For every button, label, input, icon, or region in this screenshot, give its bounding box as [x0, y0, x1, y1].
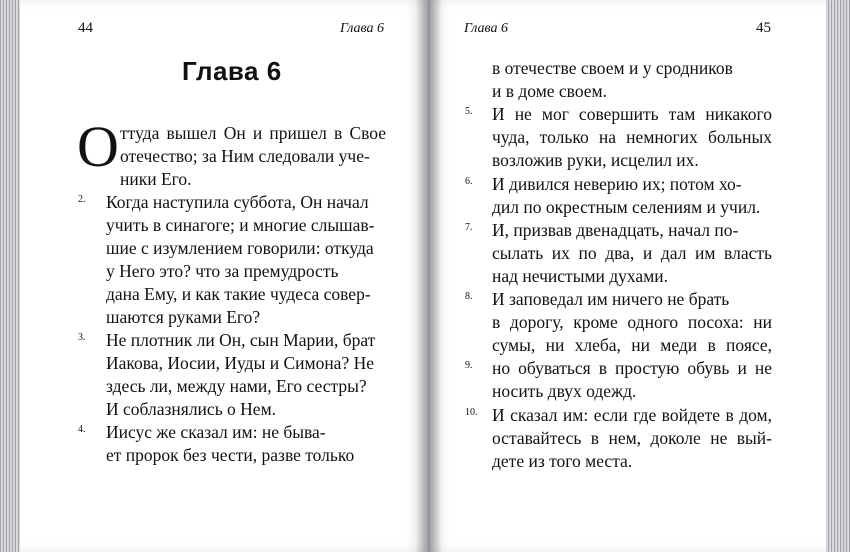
text-line: оставайтесь в нем, доколе не вый- [492, 427, 772, 448]
text-line: в дорогу, кроме одного посоха: ни [492, 312, 772, 333]
verse-number: 7. [465, 221, 473, 233]
text-line: И не мог совершить там никакого [492, 104, 772, 125]
text-line: над нечистыми духами. [492, 265, 669, 286]
left-running-head: Глава 6 [340, 21, 384, 36]
text-line: возложив руки, исцелил их. [492, 150, 699, 171]
text-line: Иисус же сказал им: не быва- [106, 422, 326, 442]
text-line: ет пророк без чести, разве только [106, 445, 355, 465]
text-line: И, призвав двенадцать, начал по- [492, 219, 739, 240]
text-line: дете из того места. [492, 450, 633, 471]
text-line: отечество; за Ним следовали уче- [120, 146, 370, 166]
verse-number: 9. [465, 360, 473, 372]
text-line: в отечестве своем и у сродников [492, 58, 733, 78]
verse-number: 3. [78, 332, 86, 343]
book-gutter [416, 0, 442, 552]
text-line: шаются руками Его? [106, 307, 261, 327]
text-line: И сказал им: если где войдете в дом, [492, 404, 772, 425]
text-line: дил по окрестным селениям и учил. [492, 196, 761, 217]
text-line: здесь ли, между нами, Его сестры? [106, 376, 367, 396]
page-edge-right [826, 0, 850, 552]
right-page-number: 45 [756, 20, 771, 36]
text-line: у Него это? что за премудрость [106, 261, 339, 281]
text-line: чуда, только на немногих больных [492, 127, 772, 148]
text-line: ттуда вышел Он и пришел в Свое [120, 123, 386, 143]
text-line: И заповедал им ничего не брать [492, 289, 730, 309]
text-line: дана Ему, и как такие чудеса совер- [106, 284, 371, 304]
text-line: но обуваться в простую обувь и не [492, 358, 772, 379]
drop-cap: О [77, 114, 119, 179]
text-line: Когда наступила суббота, Он начал [106, 192, 369, 212]
verse-number: 4. [78, 424, 86, 435]
text-line: учить в синагоге; и многие слышав- [106, 215, 375, 235]
verse-number: 6. [465, 175, 473, 187]
page-edge-left [0, 0, 22, 552]
verse-number: 8. [465, 291, 473, 302]
text-line: И дивился неверию их; потом хо- [492, 173, 742, 194]
verse-number: 5. [465, 106, 473, 118]
text-line: шие с изумлением говорили: откуда [106, 238, 374, 258]
text-line: носить двух одежд. [492, 381, 637, 402]
right-running-head: Глава 6 [464, 21, 508, 36]
text-line: ники Его. [120, 169, 192, 189]
chapter-title: Глава 6 [182, 56, 282, 86]
verse-number: 2. [78, 194, 86, 205]
text-line: сылать их по два, и дал им власть [492, 242, 772, 263]
text-line: и в доме своем. [492, 81, 608, 102]
text-line: Иакова, Иосии, Иуды и Симона? Не [106, 353, 374, 373]
text-line: И соблазнялись о Нем. [106, 399, 277, 419]
left-page-number: 44 [78, 20, 93, 36]
text-line: Не плотник ли Он, сын Марии, брат [106, 330, 376, 350]
verse-number: 10. [465, 406, 478, 418]
text-line: сумы, ни хлеба, ни меди в поясе, [492, 335, 772, 356]
